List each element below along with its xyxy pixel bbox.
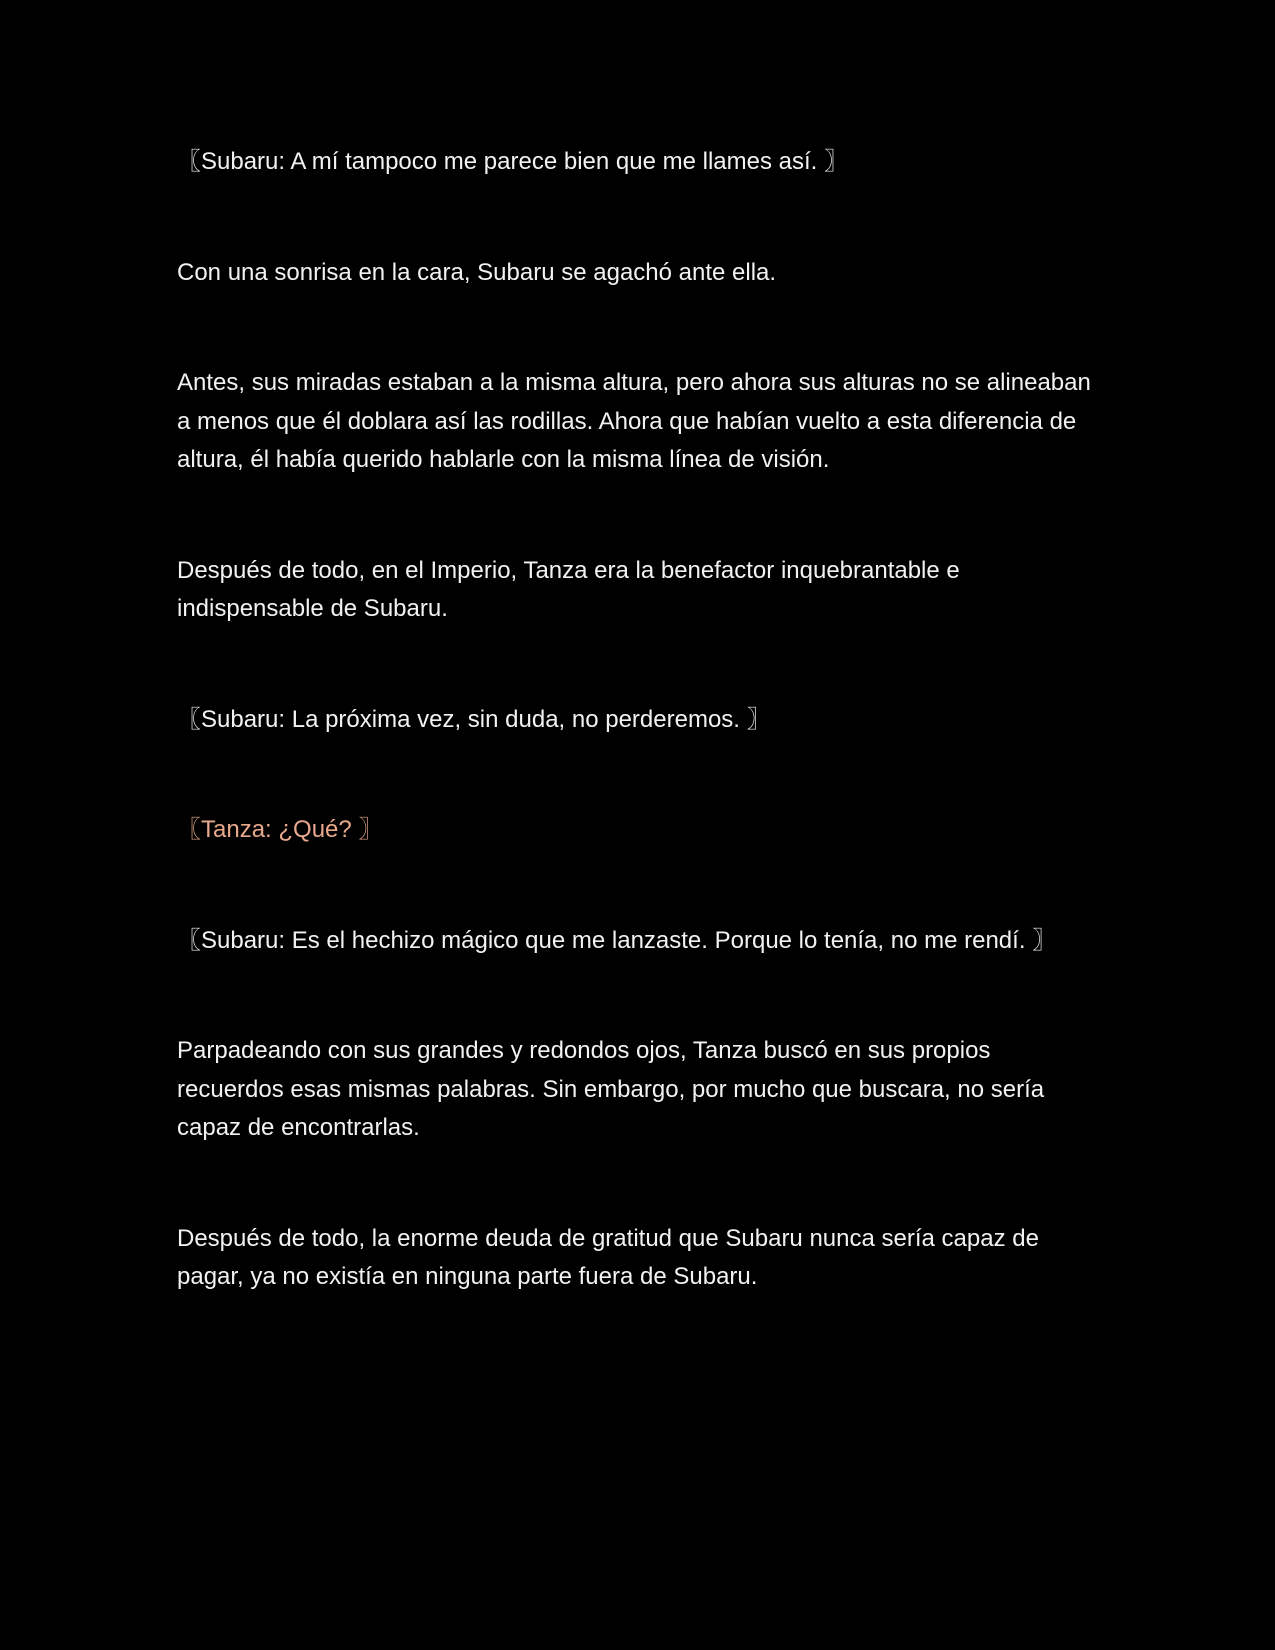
narration-paragraph: Antes, sus miradas estaban a la misma altura, pero ahora sus alturas no se alineaban a menos que él doblara así las rodillas. Ahora que habían vuelto a esta diferencia de altura, él había querido hablarle con la misma línea de visión. — [177, 369, 1091, 473]
dialogue-subaru: 〖Subaru: A mí tampoco me parece bien que me llames así. 〗 — [177, 148, 848, 175]
narration-paragraph: Después de todo, la enorme deuda de gratitud que Subaru nunca sería capaz de pagar, ya no existía en ninguna parte fuera de Subaru. — [177, 1224, 1039, 1290]
dialogue-subaru: 〖Subaru: Es el hechizo mágico que me lanzaste. Porque lo tenía, no me rendí. 〗 — [177, 926, 1057, 954]
narration-paragraph: Parpadeando con sus grandes y redondos ojos, Tanza buscó en sus propios recuerdos esas mismas palabras. Sin embargo, por mucho que buscara, no sería capaz de encontrarlas. — [177, 1037, 1045, 1141]
dialogue-tanza: 〖Tanza: ¿Qué? 〗 — [177, 816, 383, 843]
dialogue-subaru: 〖Subaru: La próxima vez, sin duda, no perderemos. 〗 — [177, 705, 771, 733]
narration-paragraph: Después de todo, en el Imperio, Tanza era la benefactor inquebrantable e indispensable de Subaru. — [177, 556, 960, 622]
document-body — [177, 143, 1097, 1369]
narration-paragraph: Con una sonrisa en la cara, Subaru se agachó ante ella. — [177, 258, 777, 286]
